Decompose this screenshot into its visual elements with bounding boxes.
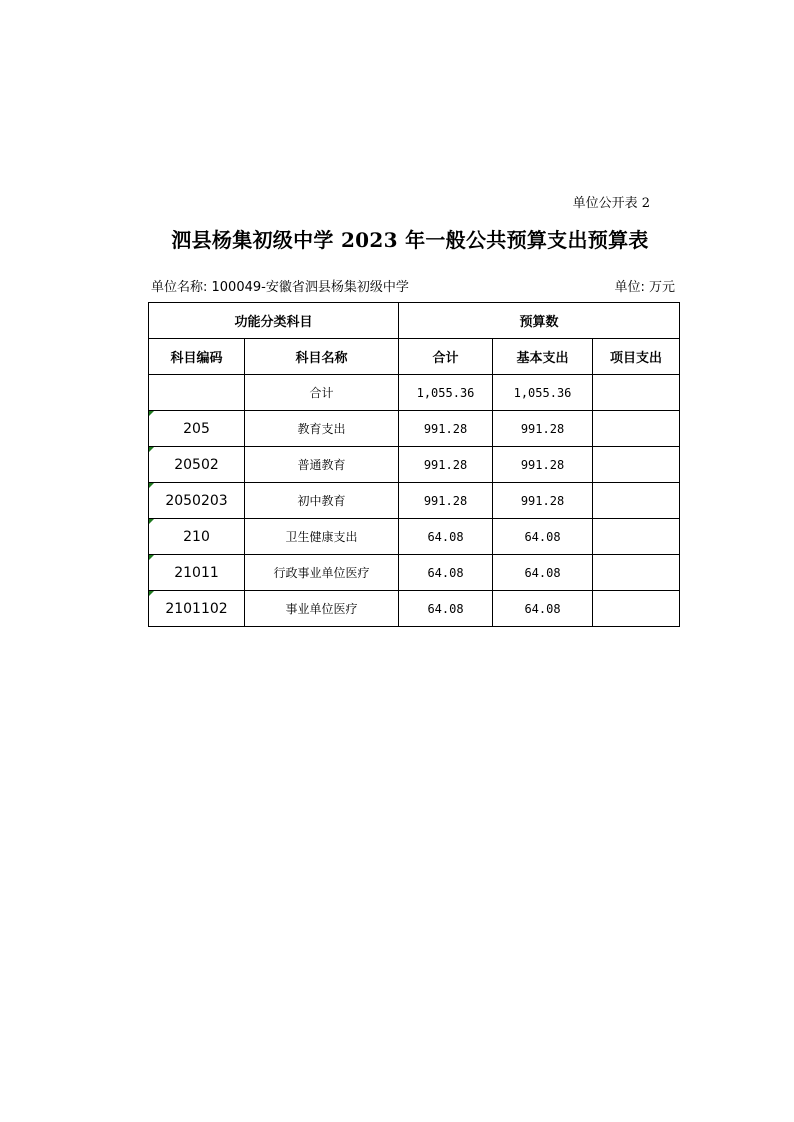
name-cell: 行政事业单位医疗 — [245, 555, 399, 591]
code-text: 20502 — [174, 456, 219, 473]
code-text: 2101102 — [165, 600, 228, 617]
code-text: 2050203 — [165, 492, 228, 509]
basic-cell: 64.08 — [493, 591, 593, 627]
name-cell: 卫生健康支出 — [245, 519, 399, 555]
basic-cell: 64.08 — [493, 555, 593, 591]
basic-cell: 991.28 — [493, 411, 593, 447]
table-row — [149, 591, 680, 627]
total-project-cell — [593, 375, 680, 411]
cell-flag-icon — [149, 555, 154, 560]
column-header-row — [149, 339, 680, 375]
project-cell — [593, 483, 680, 519]
currency-unit-label: 单位: 万元 — [614, 280, 675, 295]
total-cell: 64.08 — [399, 591, 493, 627]
cell-flag-icon — [149, 411, 154, 416]
total-cell: 991.28 — [399, 483, 493, 519]
total-amount-cell: 1,055.36 — [399, 375, 493, 411]
name-cell: 普通教育 — [245, 447, 399, 483]
column-header-name: 科目名称 — [245, 339, 399, 375]
name-cell: 事业单位医疗 — [245, 591, 399, 627]
code-cell — [149, 555, 245, 591]
name-cell: 初中教育 — [245, 483, 399, 519]
budget-table — [148, 302, 680, 627]
column-header-project: 项目支出 — [593, 339, 680, 375]
code-cell — [149, 591, 245, 627]
code-cell — [149, 447, 245, 483]
total-cell: 991.28 — [399, 411, 493, 447]
group-header-row — [149, 303, 680, 339]
basic-cell: 991.28 — [493, 483, 593, 519]
project-cell — [593, 519, 680, 555]
column-header-total: 合计 — [399, 339, 493, 375]
basic-cell: 64.08 — [493, 519, 593, 555]
project-cell — [593, 591, 680, 627]
total-code-cell — [149, 375, 245, 411]
total-cell: 64.08 — [399, 555, 493, 591]
code-text: 210 — [183, 528, 210, 545]
cell-flag-icon — [149, 591, 154, 596]
project-cell — [593, 411, 680, 447]
functional-group-header: 功能分类科目 — [149, 303, 399, 339]
code-text: 21011 — [174, 564, 219, 581]
table-row — [149, 519, 680, 555]
code-cell — [149, 411, 245, 447]
table-row — [149, 555, 680, 591]
table-row — [149, 447, 680, 483]
total-cell: 64.08 — [399, 519, 493, 555]
code-text: 205 — [183, 420, 210, 437]
cell-flag-icon — [149, 483, 154, 488]
basic-cell: 991.28 — [493, 447, 593, 483]
budget-group-header: 预算数 — [399, 303, 680, 339]
code-cell — [149, 519, 245, 555]
code-cell — [149, 483, 245, 519]
total-row — [149, 375, 680, 411]
cell-flag-icon — [149, 447, 154, 452]
total-cell: 991.28 — [399, 447, 493, 483]
unit-name-label: 单位名称: 100049-安徽省泗县杨集初级中学 — [151, 280, 409, 295]
name-cell: 教育支出 — [245, 411, 399, 447]
total-name-cell: 合计 — [245, 375, 399, 411]
project-cell — [593, 447, 680, 483]
project-cell — [593, 555, 680, 591]
total-basic-cell: 1,055.36 — [493, 375, 593, 411]
cell-flag-icon — [149, 519, 154, 524]
table-row — [149, 483, 680, 519]
column-header-code: 科目编码 — [149, 339, 245, 375]
table-row — [149, 411, 680, 447]
page-title: 泗县杨集初级中学 2023 年一般公共预算支出预算表 — [171, 228, 649, 252]
column-header-basic: 基本支出 — [493, 339, 593, 375]
table-label: 单位公开表 2 — [572, 196, 650, 211]
